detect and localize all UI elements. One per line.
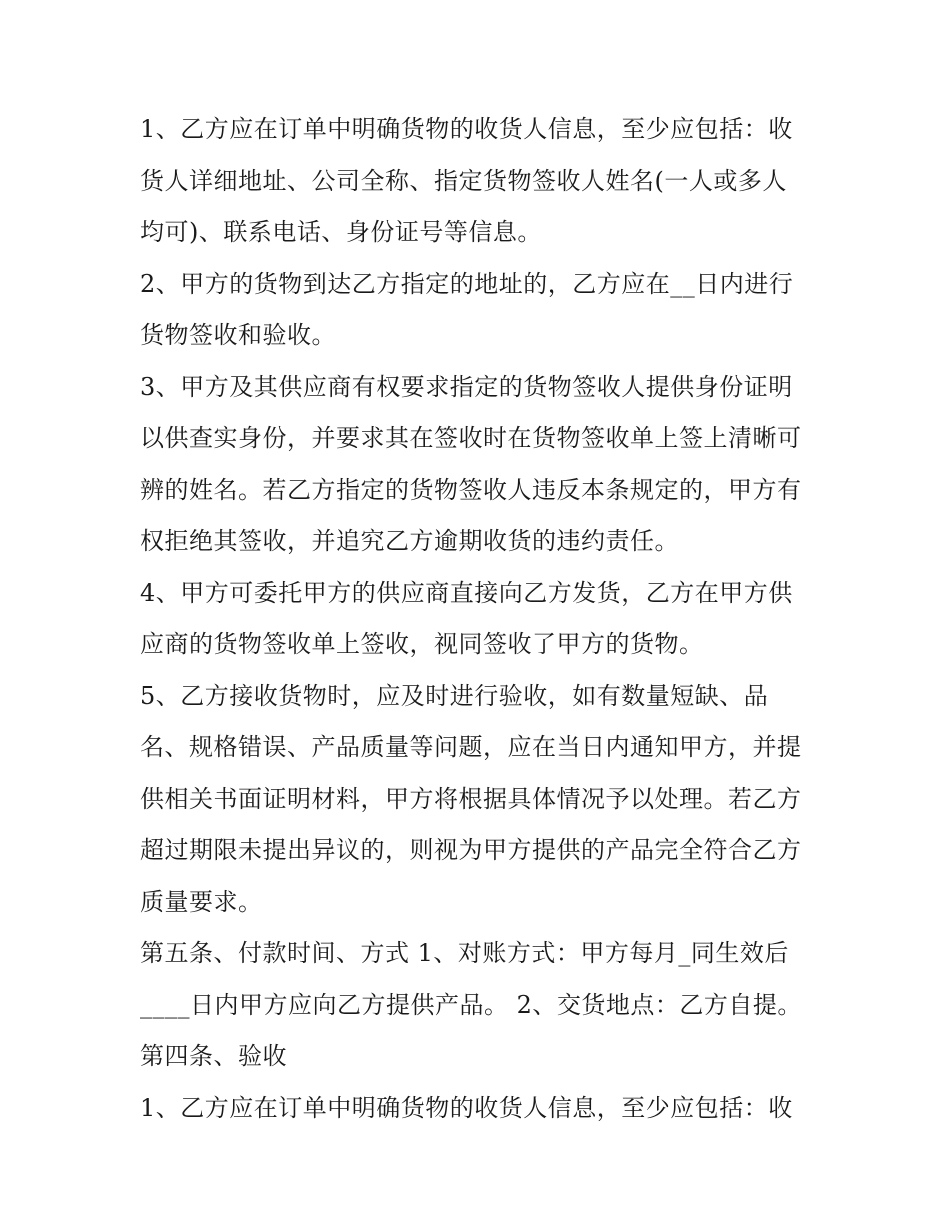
text-line: 供相关书面证明材料，甲方将根据具体情况予以处理。若乙方	[140, 784, 802, 813]
text-line: 名、规格错误、产品质量等问题，应在当日内通知甲方，并提	[140, 733, 802, 761]
text-line: 2、甲方的货物到达乙方指定的地址的，乙方应在__日内进行	[140, 269, 794, 298]
text-line: 以供查实身份，并要求其在签收时在货物签收单上签上清晰可	[140, 424, 802, 452]
text-line: 权拒绝其签收，并追究乙方逾期收货的违约责任。	[140, 527, 679, 555]
text-line: 货物签收和验收。	[140, 321, 336, 349]
text-line: 1、乙方应在订单中明确货物的收货人信息，至少应包括：收	[140, 1093, 793, 1122]
text-line: ____日内甲方应向乙方提供产品。 2、交货地点：乙方自提。	[140, 990, 802, 1019]
text-line: 1、乙方应在订单中明确货物的收货人信息，至少应包括：收	[140, 115, 793, 143]
text-line: 超过期限未提出异议的，则视为甲方提供的产品完全符合乙方	[140, 836, 802, 864]
document-body	[140, 104, 830, 1134]
text-line: 质量要求。	[140, 887, 263, 916]
text-line: 3、甲方及其供应商有权要求指定的货物签收人提供身份证明	[140, 372, 793, 401]
text-line: 货人详细地址、公司全称、指定货物签收人姓名(一人或多人	[140, 166, 787, 195]
text-line: 第五条、付款时间、方式 1、对账方式：甲方每月_同生效后	[140, 939, 789, 967]
text-line: 第四条、验收	[140, 1042, 287, 1070]
text-line: 5、乙方接收货物时，应及时进行验收，如有数量短缺、品	[140, 681, 769, 710]
text-line: 均可)、联系电话、身份证号等信息。	[140, 218, 542, 246]
text-line: 4、甲方可委托甲方的供应商直接向乙方发货，乙方在甲方供	[140, 578, 793, 607]
text-line: 应商的货物签收单上签收，视同签收了甲方的货物。	[140, 630, 704, 658]
text-line: 辨的姓名。若乙方指定的货物签收人违反本条规定的，甲方有	[140, 475, 802, 504]
